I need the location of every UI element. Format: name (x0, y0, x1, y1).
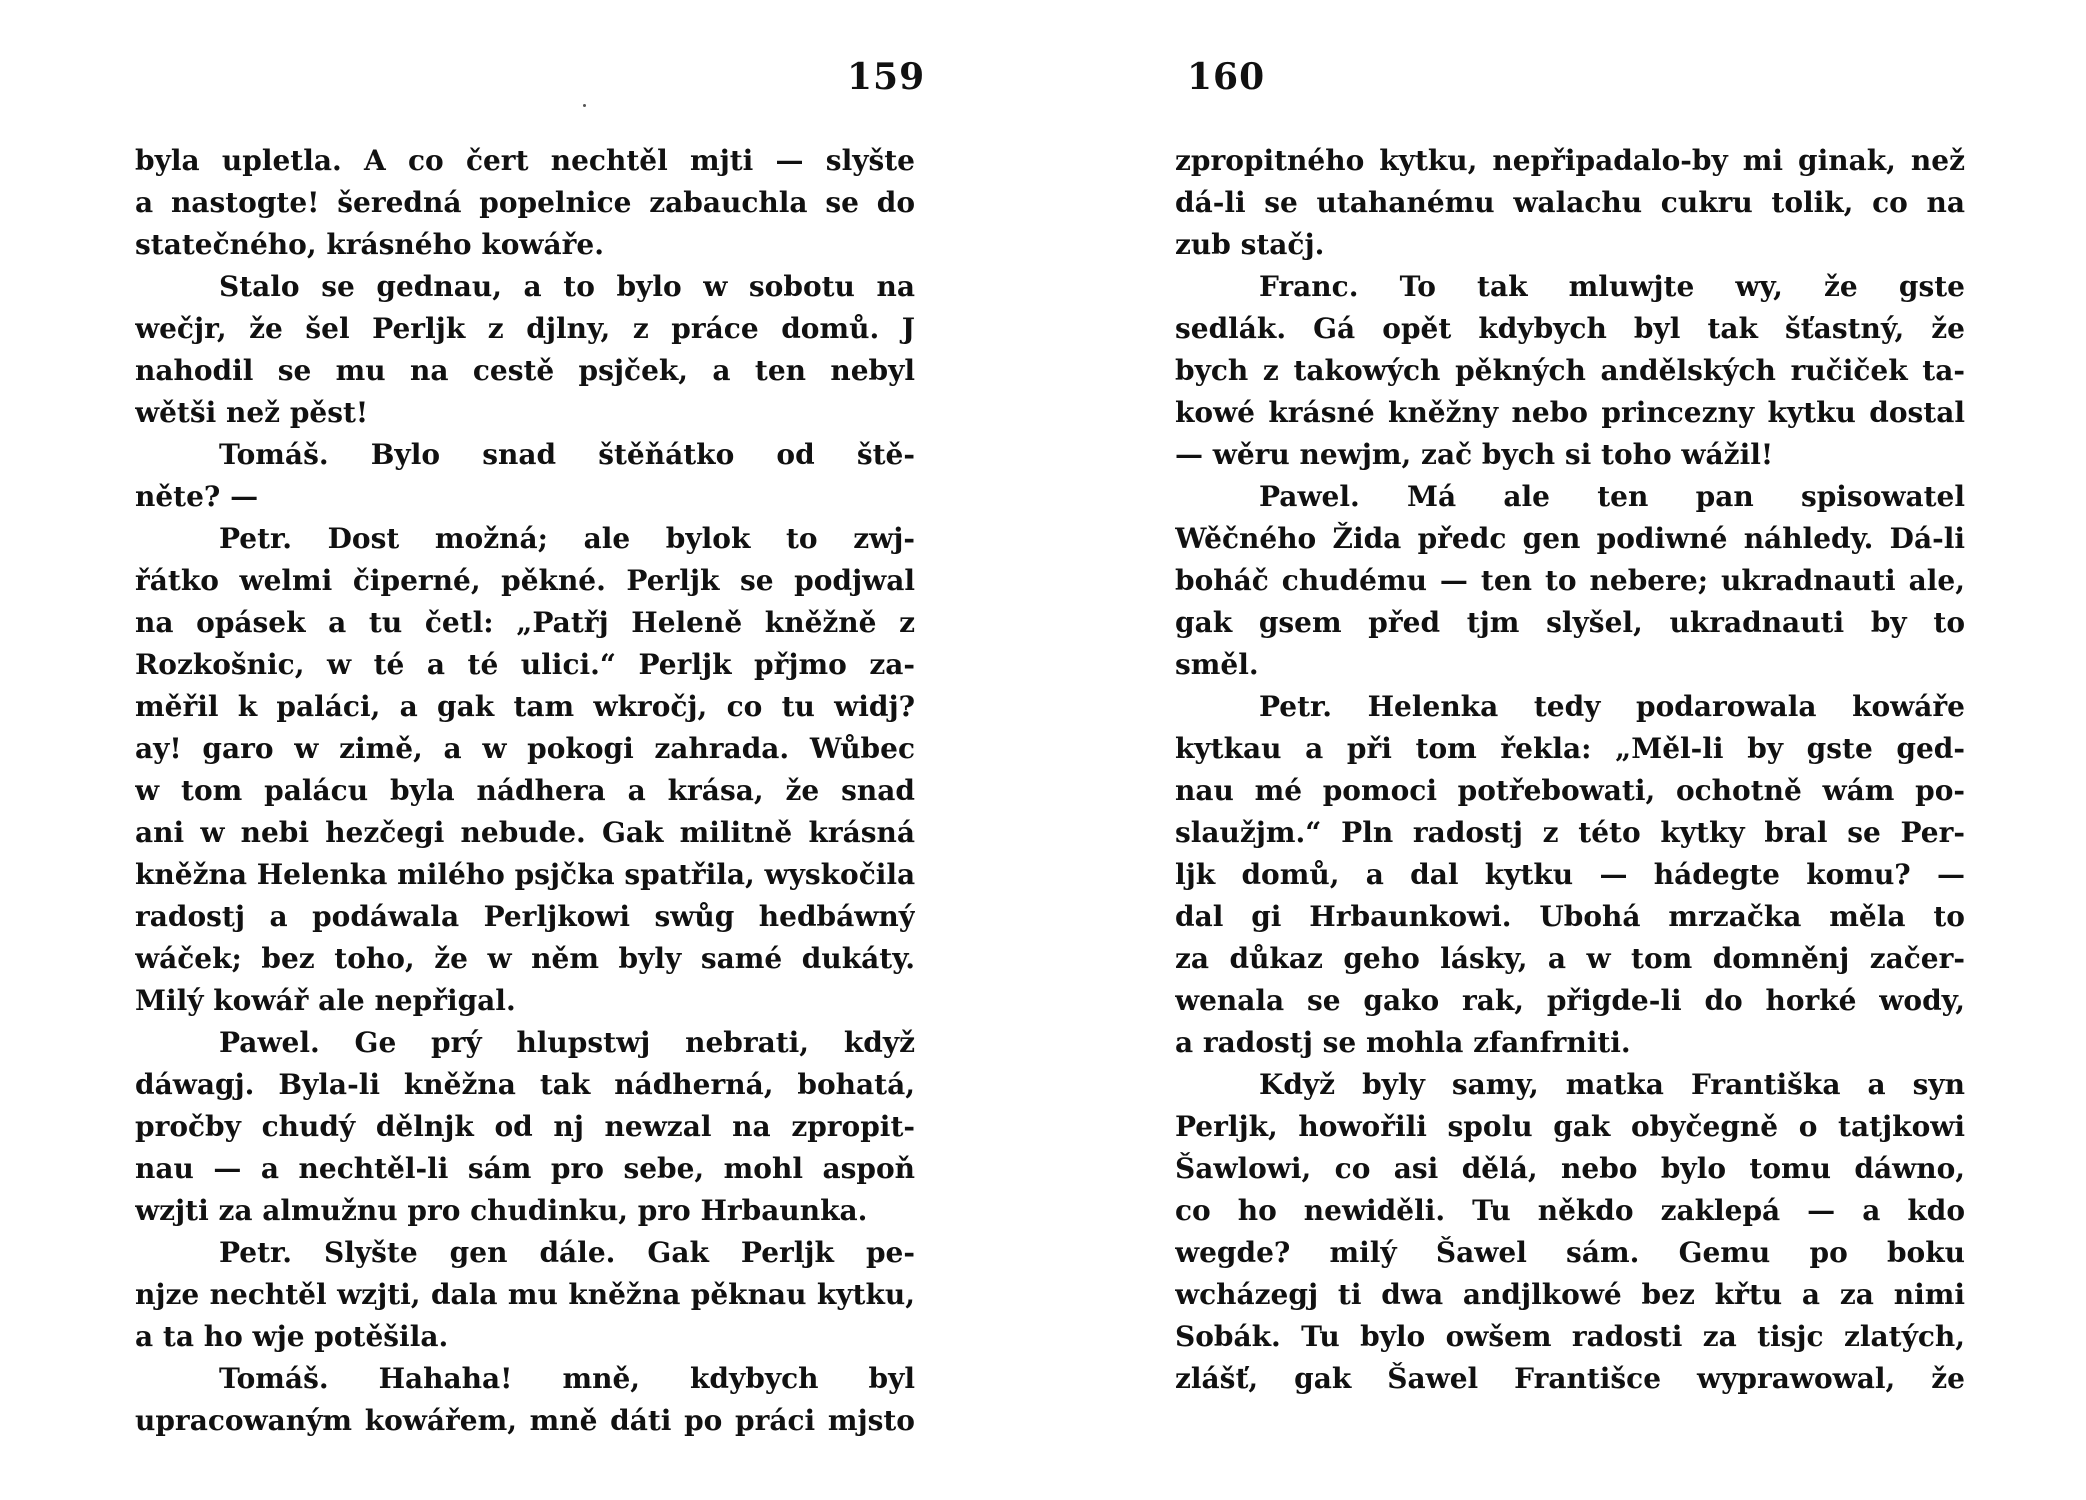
speaker-line: Pawel. Ge prý hlupstwj nebrati, když (219, 1026, 915, 1059)
text-line: wětši než pěst! (135, 396, 369, 429)
speaker-line: Petr. Slyšte gen dále. Gak Perljk pe- (219, 1236, 915, 1269)
text-line: zub stačj. (1175, 228, 1325, 261)
text-line: kowé krásné kněžny nebo princezny kytku dostal (1175, 396, 1965, 429)
text-line: pročby chudý dělnjk od nj newzal na zpropit- (135, 1110, 915, 1143)
text-line: za důkaz geho lásky, a w tom domněnj začer- (1175, 942, 1965, 975)
text-line: Perljk, howořili spolu gak obyčegně o tatjkowi (1175, 1110, 1965, 1143)
text-line: nau mé pomoci potřebowati, ochotně wám po- (1175, 774, 1965, 807)
text-line: ljk domů, a dal kytku — hádegte komu? — (1175, 858, 1965, 891)
text-line: zlášť, gak Šawel Františce wyprawowal, že (1175, 1362, 1965, 1395)
text-line: Stalo se gednau, a to bylo w sobotu na (219, 270, 915, 303)
text-line: kytkau a při tom řekla: „Měl-li by gste ged- (1175, 732, 1965, 765)
text-line: dáwagj. Byla-li kněžna tak nádherná, bohatá, (135, 1068, 915, 1101)
speaker-line: Pawel. Má ale ten pan spisowatel (1259, 480, 1965, 513)
speaker-line: Petr. Helenka tedy podarowala kowáře (1259, 690, 1965, 723)
text-line: sedlák. Gá opět kdybych byl tak šťastný, že (1175, 312, 1965, 345)
text-line: statečného, krásného kowáře. (135, 228, 604, 261)
text-line: Milý kowář ale nepřigal. (135, 984, 516, 1017)
text-line: Sobák. Tu bylo owšem radosti za tisjc zlatých, (1175, 1320, 1965, 1353)
text-line: wenala se gako rak, přigde-li do horké wody, (1175, 984, 1965, 1017)
text-line: Rozkošnic, w té a té ulici.“ Perljk přjmo za- (135, 648, 915, 681)
text-line: wegde? milý Šawel sám. Gemu po boku (1175, 1236, 1965, 1269)
text-line: co ho newiděli. Tu někdo zaklepá — a kdo (1175, 1194, 1965, 1227)
text-line: a nastogte! šeredná popelnice zabauchla se do (135, 186, 915, 219)
text-line: wzjti za almužnu pro chudinku, pro Hrbaunka. (135, 1194, 868, 1227)
page-text (1175, 140, 1965, 1400)
text-line: w tom palácu byla nádhera a krása, že snad (135, 774, 915, 807)
left-page (135, 0, 926, 1500)
text-line: gak gsem před tjm slyšel, ukradnauti by to (1175, 606, 1965, 639)
text-line: a ta ho wje potěšila. (135, 1320, 449, 1353)
text-line: dá-li se utahanému walachu cukru tolik, co na (1175, 186, 1965, 219)
text-line: dal gi Hrbaunkowi. Ubohá mrzačka měla to (1175, 900, 1965, 933)
text-line: boháč chudému — ten to nebere; ukradnauti ale, (1175, 564, 1965, 597)
page-text (135, 140, 915, 1442)
text-line: njze nechtěl wzjti, dala mu kněžna pěknau kytku, (135, 1278, 915, 1311)
text-line: a radostj se mohla zfanfrniti. (1175, 1026, 1631, 1059)
speaker-line: Tomáš. Hahaha! mně, kdybych byl (219, 1362, 915, 1395)
speaker-line: Tomáš. Bylo snad štěňátko od ště- (219, 438, 915, 471)
text-line: ay! garo w zimě, a w pokogi zahrada. Wůbec (135, 732, 915, 765)
text-line: — wěru newjm, zač bych si toho wážil! (1175, 438, 1774, 471)
text-line: zpropitného kytku, nepřipadalo-by mi ginak, než (1175, 144, 1965, 177)
text-line: slaužjm.“ Pln radostj z této kytky bral se Per- (1175, 816, 1965, 849)
text-line: Když byly samy, matka Františka a syn (1259, 1068, 1965, 1101)
text-line: ani w nebi hezčegi nebude. Gak militně krásná (135, 816, 915, 849)
text-line: Wěčného Žida předc gen podiwné náhledy. Dá-li (1175, 522, 1965, 555)
text-line: wáček; bez toho, že w něm byly samé dukáty. (135, 942, 915, 975)
page-number: 159 (847, 56, 926, 98)
text-line: nahodil se mu na cestě psjček, a ten nebyl (135, 354, 915, 387)
text-line: byla upletla. A co čert nechtěl mjti — slyšte (135, 144, 915, 177)
text-line: wečjr, že šel Perljk z djlny, z práce domů. J (135, 312, 915, 345)
text-line: řátko welmi čiperné, pěkné. Perljk se podjwal (135, 564, 915, 597)
text-line: něte? — (135, 480, 259, 513)
page-number: 160 (1187, 56, 1266, 98)
text-line: Šawlowi, co asi dělá, nebo bylo tomu dáwno, (1175, 1152, 1965, 1185)
text-line: radostj a podáwala Perljkowi swůg hedbáwný (135, 900, 915, 933)
text-line: kněžna Helenka milého psjčka spatřila, wyskočila (135, 858, 915, 891)
text-line: nau — a nechtěl-li sám pro sebe, mohl aspoň (135, 1152, 915, 1185)
text-line: měřil k paláci, a gak tam wkročj, co tu widj? (135, 690, 915, 723)
speaker-line: Franc. To tak mluwjte wy, že gste (1259, 270, 1965, 303)
text-line: na opásek a tu četl: „Patřj Heleně kněžně z (135, 606, 915, 639)
text-line: wcházegj ti dwa andjlkowé bez křtu a za nimi (1175, 1278, 1965, 1311)
speaker-line: Petr. Dost možná; ale bylok to zwj- (219, 522, 915, 555)
text-line: bych z takowých pěkných andělských ručiček ta- (1175, 354, 1965, 387)
text-line: směl. (1175, 648, 1259, 681)
text-line: upracowaným kowářem, mně dáti po práci mjsto (135, 1404, 915, 1437)
right-page (1175, 0, 1965, 1500)
